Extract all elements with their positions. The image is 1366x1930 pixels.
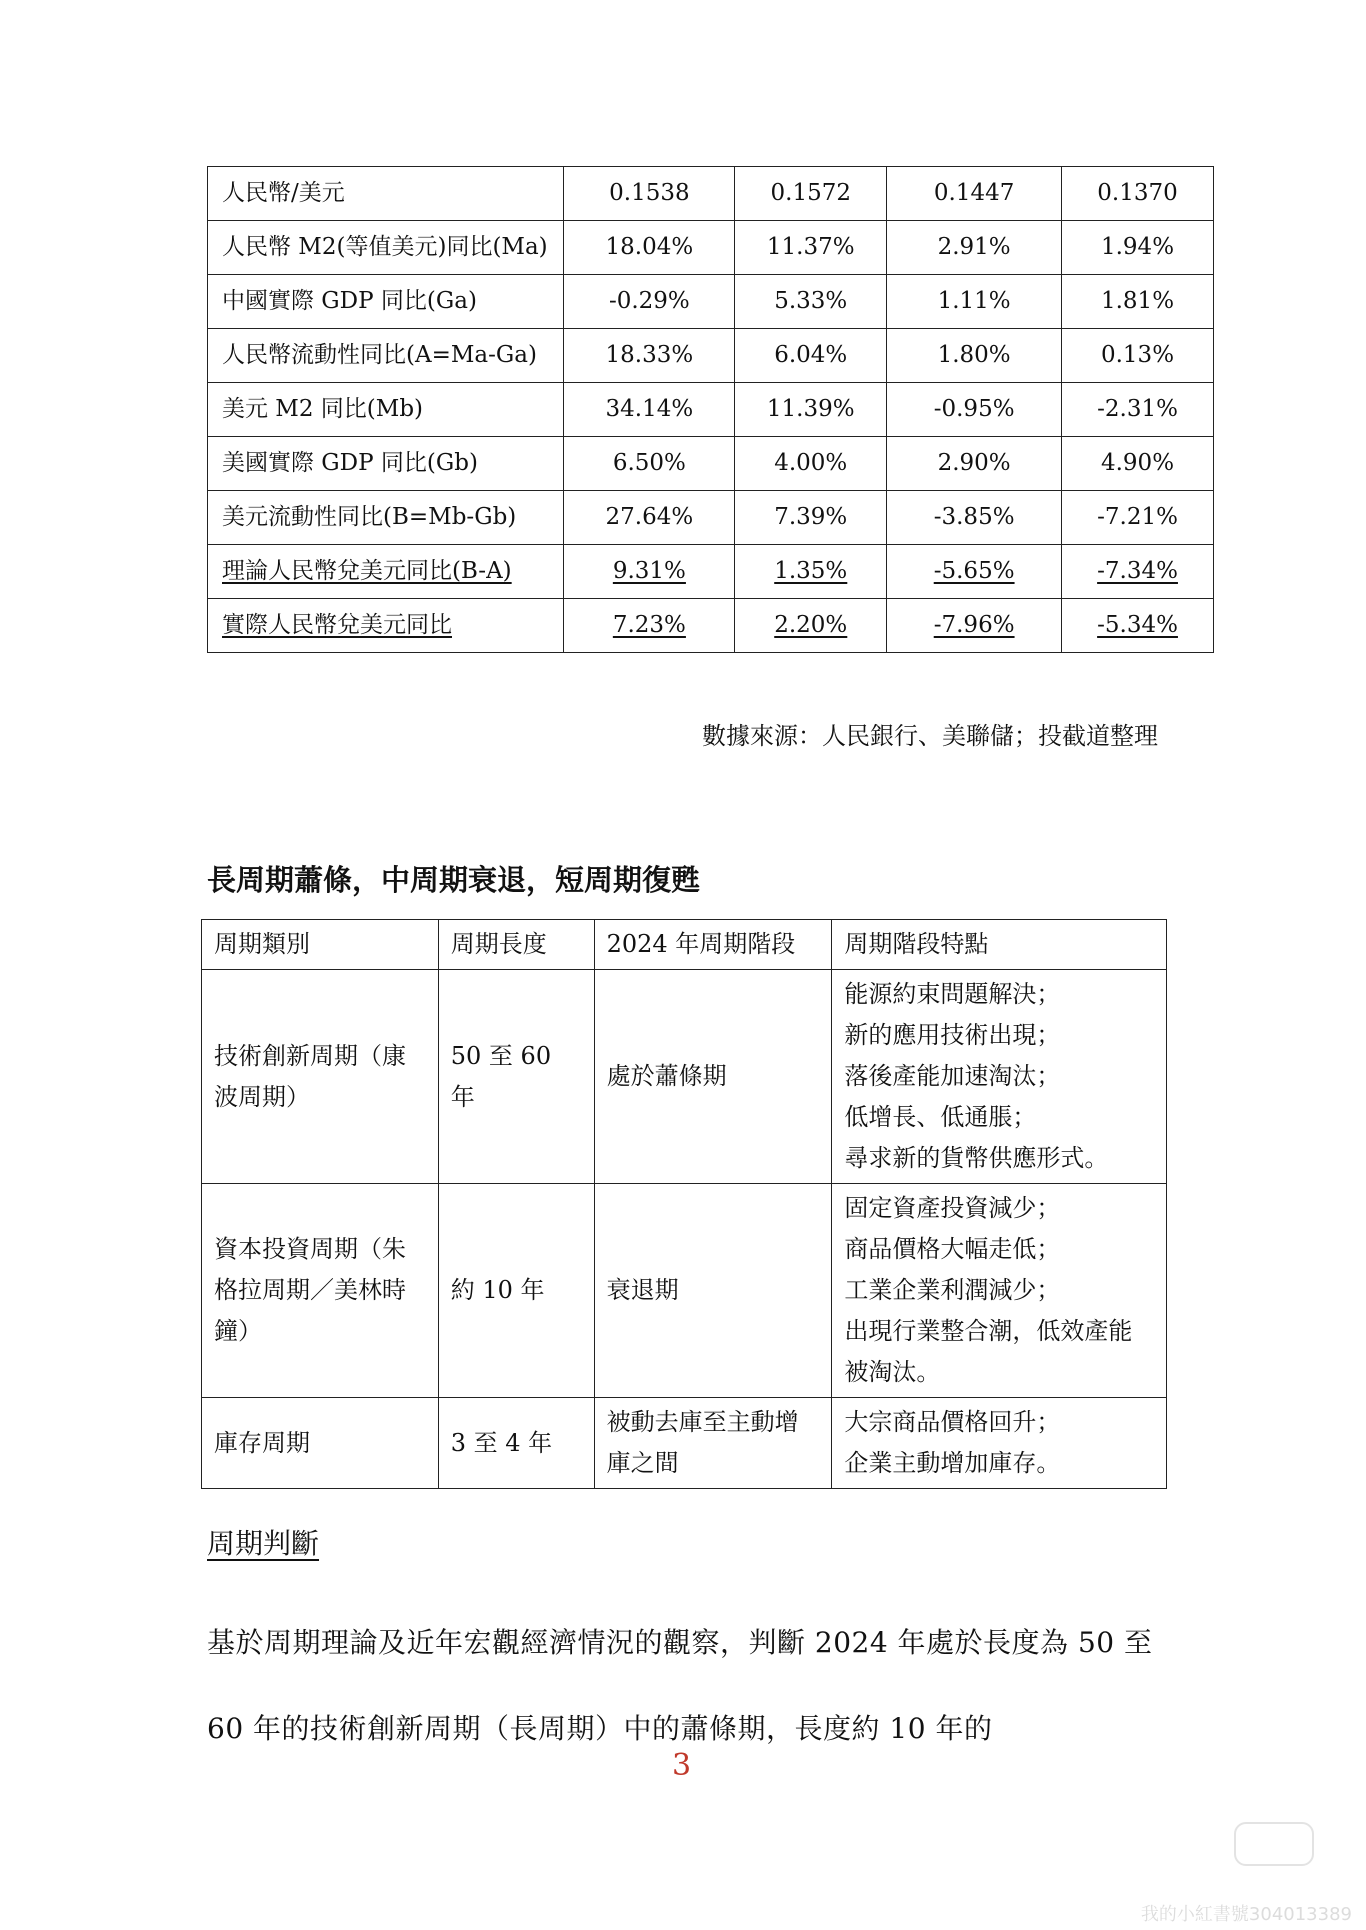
table-cell: 0.1447 [887, 167, 1062, 221]
underlined-value: 1.35% [774, 558, 848, 584]
table-cell: 1.94% [1062, 221, 1214, 275]
row-label: 人民幣流動性同比(A=Ma-Ga) [208, 329, 564, 383]
table-cell [735, 545, 887, 599]
cycle-features [832, 1184, 1167, 1398]
table-row [208, 167, 1214, 221]
cycle-features [832, 970, 1167, 1184]
feature-item: 固定資產投資減少； [844, 1194, 1061, 1222]
table-cell: 0.13% [1062, 329, 1214, 383]
table-cell: -0.95% [887, 383, 1062, 437]
table-cell: 4.90% [1062, 437, 1214, 491]
table-row [202, 970, 1167, 1184]
row-label: 人民幣 M2(等值美元)同比(Ma) [208, 221, 564, 275]
table-cell: 5.33% [735, 275, 887, 329]
table-cell: -2.31% [1062, 383, 1214, 437]
watermark-logo [1234, 1822, 1314, 1866]
underlined-value: 2.20% [774, 612, 848, 638]
row-label [208, 545, 564, 599]
underlined-value: -5.34% [1097, 612, 1178, 638]
table-cell: 4.00% [735, 437, 887, 491]
underlined-value: -7.96% [933, 612, 1015, 638]
column-header: 周期階段特點 [832, 920, 1167, 970]
table-cell: 18.33% [564, 329, 735, 383]
table-cell [1062, 599, 1214, 653]
table-cell: -0.29% [564, 275, 735, 329]
table-cell: 7.39% [735, 491, 887, 545]
feature-item: 低增長、低通脹； [844, 1103, 1037, 1131]
underlined-value: -5.65% [933, 558, 1015, 584]
table-cell: 18.04% [564, 221, 735, 275]
table-cell [887, 545, 1062, 599]
table-cell: 0.1370 [1062, 167, 1214, 221]
page-number: 3 [672, 1748, 692, 1783]
table-cell: 1.11% [887, 275, 1062, 329]
table-row [208, 383, 1214, 437]
table-header-row [202, 920, 1167, 970]
row-label: 人民幣/美元 [208, 167, 564, 221]
row-label: 美國實際 GDP 同比(Gb) [208, 437, 564, 491]
table-cell: 6.50% [564, 437, 735, 491]
cycle-table [201, 919, 1167, 1489]
table-cell: 1.80% [887, 329, 1062, 383]
body-paragraph: 基於周期理論及近年宏觀經濟情況的觀察，判斷 2024 年處於長度為 50 至 60 年的技術創新周期（長周期）中的蕭條期，長度約 10 年的 [207, 1626, 1153, 1745]
table-row [208, 437, 1214, 491]
cycle-stage: 被動去庫至主動增庫之間 [594, 1398, 832, 1489]
cycle-length: 3 至 4 年 [438, 1398, 594, 1489]
table-cell: 11.39% [735, 383, 887, 437]
row-label [208, 599, 564, 653]
cycle-stage: 處於蕭條期 [594, 970, 832, 1184]
table-cell: 6.04% [735, 329, 887, 383]
table-cell: 2.91% [887, 221, 1062, 275]
fx-liquidity-table [207, 166, 1214, 653]
row-label: 美元 M2 同比(Mb) [208, 383, 564, 437]
cycle-category: 資本投資周期（朱格拉周期／美林時鐘） [202, 1184, 439, 1398]
underlined-label: 理論人民幣兌美元同比(B-A) [222, 558, 512, 584]
feature-item: 企業主動增加庫存。 [844, 1449, 1061, 1477]
column-header: 2024 年周期階段 [594, 920, 832, 970]
feature-item: 出現行業整合潮，低效產能被淘汰。 [844, 1317, 1133, 1386]
cycle-category: 技術創新周期（康波周期） [202, 970, 439, 1184]
watermark-text: 我的小紅書號304013389 [1140, 1904, 1352, 1925]
table-row [208, 221, 1214, 275]
cycle-length: 50 至 60 年 [438, 970, 594, 1184]
feature-item: 商品價格大幅走低； [844, 1235, 1061, 1263]
cycle-length: 約 10 年 [438, 1184, 594, 1398]
table-row [208, 275, 1214, 329]
table-cell: 0.1538 [564, 167, 735, 221]
table-cell [1062, 545, 1214, 599]
cycle-stage: 衰退期 [594, 1184, 832, 1398]
column-header: 周期長度 [438, 920, 594, 970]
underlined-label: 實際人民幣兌美元同比 [222, 612, 452, 638]
table-cell [735, 599, 887, 653]
cycle-features [832, 1398, 1167, 1489]
table-cell: -7.21% [1062, 491, 1214, 545]
table-row [208, 599, 1214, 653]
sub-heading: 周期判斷 [207, 1527, 320, 1560]
table-cell: -3.85% [887, 491, 1062, 545]
feature-item: 能源約束問題解決； [844, 980, 1061, 1008]
underlined-value: 9.31% [612, 558, 686, 584]
table-cell: 34.14% [564, 383, 735, 437]
table-row [208, 491, 1214, 545]
table-row [202, 1184, 1167, 1398]
feature-item: 落後產能加速淘汰； [844, 1062, 1061, 1090]
table-cell: 27.64% [564, 491, 735, 545]
row-label: 美元流動性同比(B=Mb-Gb) [208, 491, 564, 545]
section-title: 長周期蕭條，中周期衰退，短周期復甦 [207, 863, 701, 897]
cycle-category: 庫存周期 [202, 1398, 439, 1489]
table-row [202, 1398, 1167, 1489]
data-source-note: 數據來源：人民銀行、美聯儲；投截道整理 [702, 722, 1158, 750]
table-cell [564, 599, 735, 653]
row-label: 中國實際 GDP 同比(Ga) [208, 275, 564, 329]
feature-item: 大宗商品價格回升； [844, 1408, 1061, 1436]
table-cell: 1.81% [1062, 275, 1214, 329]
table-row [208, 545, 1214, 599]
feature-item: 尋求新的貨幣供應形式。 [844, 1144, 1109, 1172]
feature-item: 新的應用技術出現； [844, 1021, 1061, 1049]
feature-item: 工業企業利潤減少； [844, 1276, 1061, 1304]
table-cell [564, 545, 735, 599]
table-row [208, 329, 1214, 383]
underlined-value: 7.23% [612, 612, 686, 638]
underlined-value: -7.34% [1097, 558, 1178, 584]
table-cell: 2.90% [887, 437, 1062, 491]
table-cell: 11.37% [735, 221, 887, 275]
table-cell: 0.1572 [735, 167, 887, 221]
column-header: 周期類別 [202, 920, 439, 970]
table-cell [887, 599, 1062, 653]
